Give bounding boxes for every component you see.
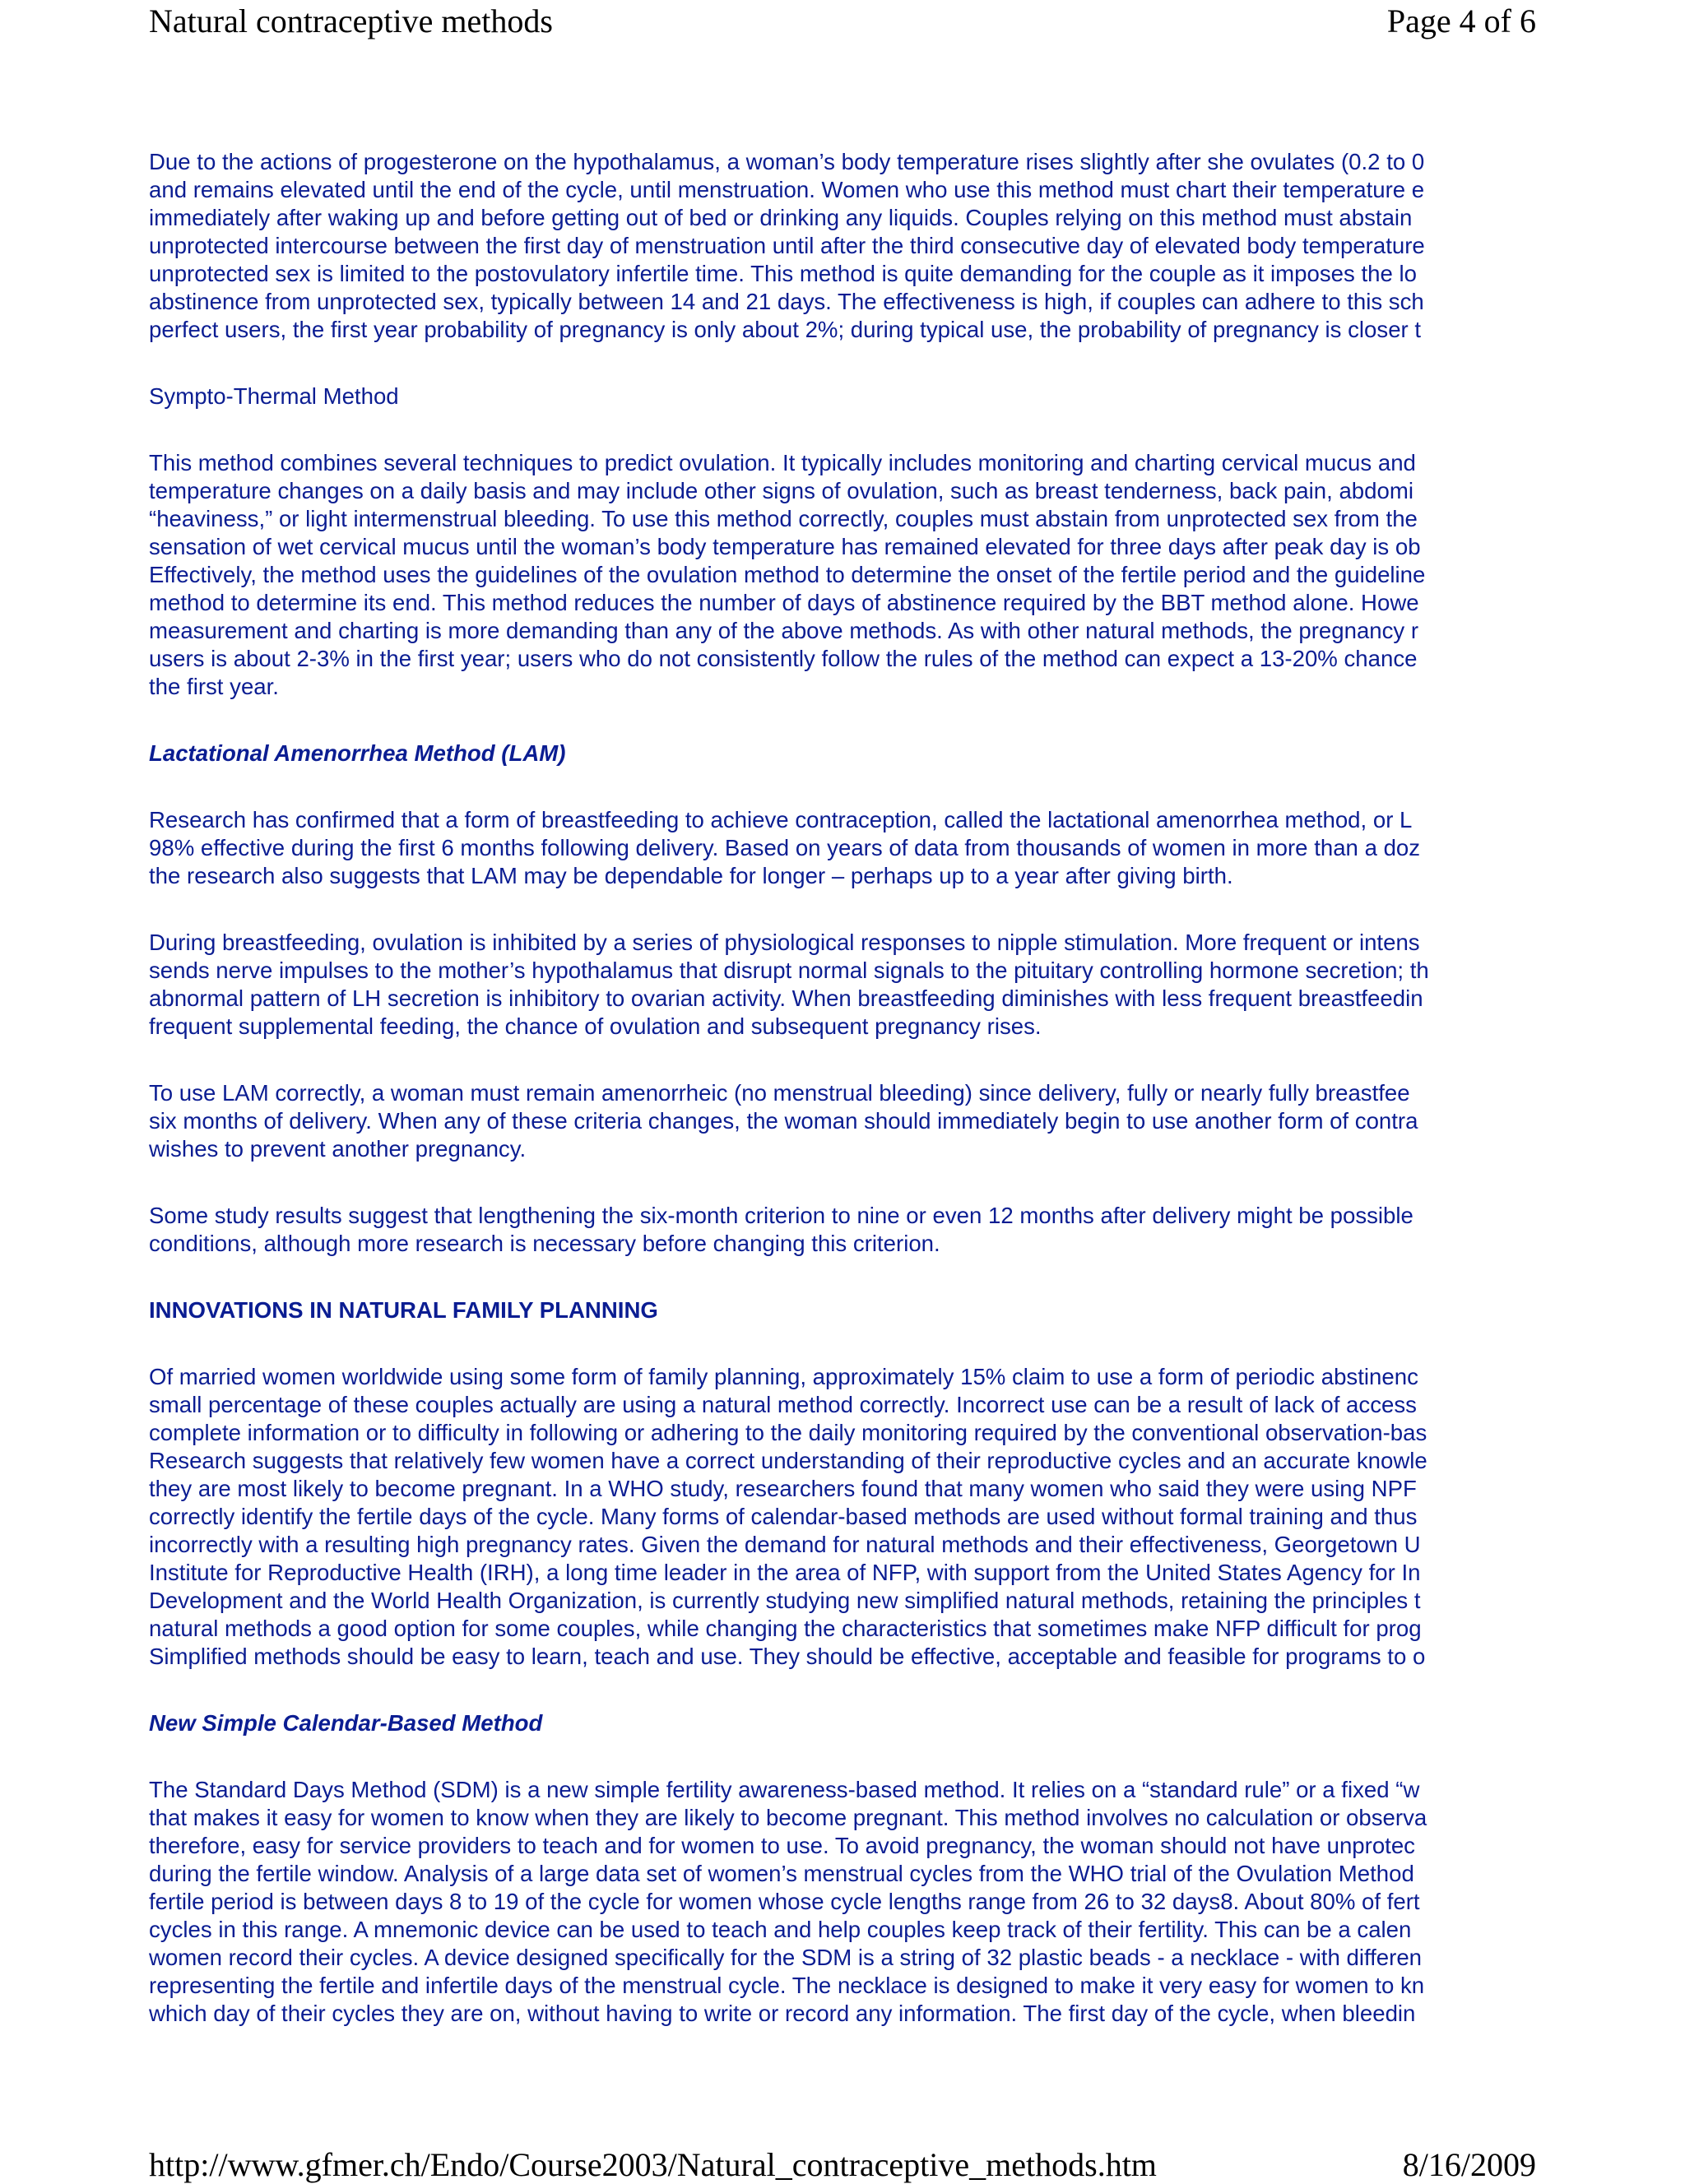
text-line: Due to the actions of progesterone on the hypothalamus, a woman’s body temperature rises slightly after she ovulates (0.2 to 0: [149, 149, 1425, 174]
page-footer: [149, 2145, 1536, 2184]
text-line: therefore, easy for service providers to teach and for women to use. To avoid pregnancy, the woman should not have unprotec: [149, 1833, 1415, 1858]
text-line: Effectively, the method uses the guidelines of the ovulation method to determine the onset of the fertile period and the guideline: [149, 562, 1426, 587]
text-line: small percentage of these couples actually are using a natural method correctly. Incorrect use can be a result of lack of access: [149, 1392, 1417, 1417]
page-header: [149, 2, 1536, 40]
text-line: they are most likely to become pregnant. In a WHO study, researchers found that many women who said they were using NPF: [149, 1476, 1417, 1501]
text-line: 98% effective during the first 6 months following delivery. Based on years of data from thousands of women in more than a doz: [149, 835, 1421, 860]
text-line: immediately after waking up and before getting out of bed or drinking any liquids. Couples relying on this method must abstain: [149, 205, 1413, 230]
text-line: conditions, although more research is necessary before changing this criterion.: [149, 1231, 940, 1256]
text-line: six months of delivery. When any of these criteria changes, the woman should immediately begin to use another form of contra: [149, 1108, 1418, 1134]
document-body: [149, 148, 1537, 2040]
bbt-paragraph: [149, 148, 1537, 344]
text-line: measurement and charting is more demanding than any of the above methods. As with other natural methods, the pregnancy r: [149, 618, 1419, 643]
text-line: complete information or to difficulty in following or adhering to the daily monitoring required by the conventional observation-bas: [149, 1420, 1427, 1445]
lam-heading: Lactational Amenorrhea Method (LAM): [149, 740, 566, 766]
text-line: unprotected intercourse between the first day of menstruation until after the third consecutive day of elevated body temperature: [149, 233, 1425, 258]
text-line: and remains elevated until the end of the cycle, until menstruation. Women who use this method must chart their temperature e: [149, 177, 1425, 202]
lam-paragraph-4: [149, 1202, 1537, 1258]
text-line: sensation of wet cervical mucus until the woman’s body temperature has remained elevated for three days after peak day is ob: [149, 534, 1421, 559]
document-title: Natural contraceptive methods: [149, 2, 553, 39]
text-line: perfect users, the first year probability of pregnancy is only about 2%; during typical use, the probability of pregnancy is closer t: [149, 317, 1422, 342]
text-line: Some study results suggest that lengthening the six-month criterion to nine or even 12 months after delivery might be possible: [149, 1203, 1413, 1228]
innovations-heading: INNOVATIONS IN NATURAL FAMILY PLANNING: [149, 1297, 658, 1323]
text-line: This method combines several techniques to predict ovulation. It typically includes monitoring and charting cervical mucus and: [149, 450, 1416, 475]
text-line: abnormal pattern of LH secretion is inhibitory to ovarian activity. When breastfeeding diminishes with less frequent breastfeedin: [149, 985, 1423, 1011]
text-line: “heaviness,” or light intermenstrual bleeding. To use this method correctly, couples must abstain from unprotected sex from the: [149, 506, 1418, 531]
text-line: temperature changes on a daily basis and may include other signs of ovulation, such as breast tenderness, back pain, abdomi: [149, 478, 1413, 503]
text-line: the first year.: [149, 674, 279, 699]
text-line: To use LAM correctly, a woman must remain amenorrheic (no menstrual bleeding) since delivery, fully or nearly fully breastfee: [149, 1080, 1410, 1106]
lam-paragraph-3: [149, 1079, 1537, 1163]
text-line: cycles in this range. A mnemonic device can be used to teach and help couples keep track of their fertility. This can be a calen: [149, 1917, 1412, 1942]
text-line: wishes to prevent another pregnancy.: [149, 1136, 527, 1162]
text-line: during the fertile window. Analysis of a large data set of women’s menstrual cycles from the WHO trial of the Ovulation Method: [149, 1861, 1414, 1886]
text-line: Development and the World Health Organization, is currently studying new simplified natural methods, retaining the principles t: [149, 1588, 1421, 1613]
text-line: During breastfeeding, ovulation is inhibited by a series of physiological responses to nipple stimulation. More frequent or intens: [149, 930, 1420, 955]
text-line: frequent supplemental feeding, the chance of ovulation and subsequent pregnancy rises.: [149, 1013, 1042, 1039]
text-line: Of married women worldwide using some form of family planning, approximately 15% claim to use a form of periodic abstinenc: [149, 1364, 1418, 1389]
text-line: The Standard Days Method (SDM) is a new simple fertility awareness-based method. It relies on a “standard rule” or a fixed “w: [149, 1777, 1420, 1802]
calendar-method-heading: New Simple Calendar-Based Method: [149, 1710, 543, 1736]
calendar-method-paragraph: [149, 1776, 1537, 2028]
text-line: users is about 2-3% in the first year; users who do not consistently follow the rules of the method can expect a 13-20% chance: [149, 646, 1418, 671]
text-line: abstinence from unprotected sex, typically between 14 and 21 days. The effectiveness is high, if couples can adhere to this sch: [149, 289, 1424, 314]
text-line: fertile period is between days 8 to 19 of the cycle for women whose cycle lengths range from 26 to 32 days8. About 80% of fert: [149, 1889, 1420, 1914]
print-date: 8/16/2009: [1402, 2146, 1536, 2183]
lam-paragraph-1: [149, 806, 1537, 890]
text-line: correctly identify the fertile days of the cycle. Many forms of calendar-based methods are used without formal training and thus: [149, 1504, 1418, 1529]
text-line: which day of their cycles they are on, without having to write or record any information. The first day of the cycle, when bleedin: [149, 2001, 1416, 2026]
sympto-thermal-paragraph: [149, 449, 1537, 701]
text-line: the research also suggests that LAM may be dependable for longer – perhaps up to a year after giving birth.: [149, 863, 1233, 888]
innovations-paragraph: [149, 1363, 1537, 1671]
source-url: http://www.gfmer.ch/Endo/Course2003/Natural_contraceptive_methods.htm: [149, 2146, 1157, 2183]
text-line: representing the fertile and infertile days of the menstrual cycle. The necklace is designed to make it very easy for women to kn: [149, 1973, 1425, 1998]
sympto-thermal-heading: Sympto-Thermal Method: [149, 383, 399, 409]
text-line: Simplified methods should be easy to learn, teach and use. They should be effective, acceptable and feasible for programs to o: [149, 1644, 1426, 1669]
text-line: Institute for Reproductive Health (IRH), a long time leader in the area of NFP, with support from the United States Agency for In: [149, 1560, 1421, 1585]
text-line: method to determine its end. This method reduces the number of days of abstinence required by the BBT method alone. Howe: [149, 590, 1419, 615]
text-line: that makes it easy for women to know when they are likely to become pregnant. This method involves no calculation or observa: [149, 1805, 1427, 1830]
text-line: sends nerve impulses to the mother’s hypothalamus that disrupt normal signals to the pituitary controlling hormone secretion; th: [149, 958, 1429, 983]
text-line: incorrectly with a resulting high pregnancy rates. Given the demand for natural methods and their effectiveness, Georgetown U: [149, 1532, 1421, 1557]
text-line: women record their cycles. A device designed specifically for the SDM is a string of 32 plastic beads - a necklace - with differen: [149, 1945, 1423, 1970]
text-line: Research has confirmed that a form of breastfeeding to achieve contraception, called the lactational amenorrhea method, or L: [149, 807, 1413, 832]
lam-paragraph-2: [149, 929, 1537, 1041]
text-line: unprotected sex is limited to the postovulatory infertile time. This method is quite demanding for the couple as it imposes the lo: [149, 261, 1417, 286]
page-number: Page 4 of 6: [1386, 2, 1536, 39]
text-line: Research suggests that relatively few women have a correct understanding of their reproductive cycles and an accurate knowle: [149, 1448, 1427, 1473]
text-line: natural methods a good option for some couples, while changing the characteristics that sometimes make NFP difficult for prog: [149, 1616, 1422, 1641]
